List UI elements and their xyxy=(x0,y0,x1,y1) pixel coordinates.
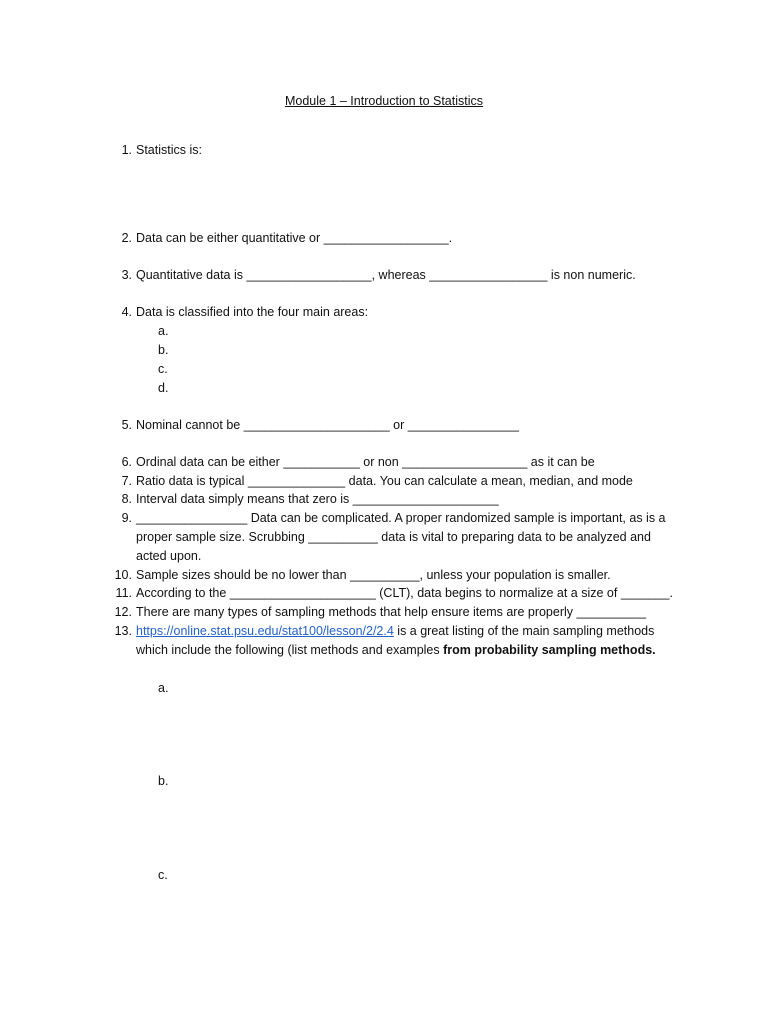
question-text: There are many types of sampling methods that help ensure items are properly __________ xyxy=(136,605,647,619)
question-text: Statistics is: xyxy=(136,143,202,157)
question-number: 4. xyxy=(121,305,132,319)
question-text-bold: from probability sampling methods. xyxy=(443,643,656,657)
sub-item-letter: d. xyxy=(158,381,169,395)
question-number: 5. xyxy=(121,418,132,432)
question-text: Data can be either quantitative or __________________. xyxy=(136,231,453,245)
question-number: 12. xyxy=(114,605,132,619)
question-text-continued: is a great listing of the main sampling methods which include the following (list methods and examples xyxy=(136,624,655,657)
question-number: 8. xyxy=(121,492,132,506)
sampling-methods-link[interactable]: https://online.stat.psu.edu/stat100/lesson/2/2.4 xyxy=(136,624,394,638)
question-number: 13. xyxy=(114,624,132,638)
question-text: Interval data simply means that zero is _____________________ xyxy=(136,492,499,506)
question-text: Nominal cannot be _____________________ or ________________ xyxy=(136,418,519,432)
document-title: Module 1 – Introduction to Statistics xyxy=(284,94,484,108)
question-text: Sample sizes should be no lower than __________, unless your population is smaller. xyxy=(136,568,611,582)
question-number: 9. xyxy=(121,511,132,525)
question-number: 6. xyxy=(121,455,132,469)
question-text: Ratio data is typical ______________ data. You can calculate a mean, median, and mode xyxy=(136,474,633,488)
question-text: Quantitative data is __________________, whereas _________________ is non numeric. xyxy=(136,268,636,282)
sub-item-letter: c. xyxy=(158,362,168,376)
question-text: Ordinal data can be either ___________ or non __________________ as it can be xyxy=(136,455,595,469)
question-text: ________________ Data can be complicated. A proper randomized sample is important, as is a proper sample size. Scrubbing __________ data is vital to preparing data to be analyzed and acted upon. xyxy=(136,511,666,563)
question-number: 1. xyxy=(121,143,132,157)
question-text: According to the _____________________ (CLT), data begins to normalize at a size of _______. xyxy=(136,586,673,600)
question-text: Data is classified into the four main areas: xyxy=(136,305,369,319)
sub-item-letter: c. xyxy=(158,868,168,882)
question-number: 10. xyxy=(114,568,132,582)
sub-item-letter: b. xyxy=(158,343,169,357)
question-number: 2. xyxy=(121,231,132,245)
sub-item-letter: b. xyxy=(158,774,169,788)
question-text xyxy=(136,622,684,660)
question-number: 7. xyxy=(121,474,132,488)
question-number: 3. xyxy=(121,268,132,282)
sub-item-letter: a. xyxy=(158,324,169,338)
question-number: 11. xyxy=(115,586,132,600)
sub-item-letter: a. xyxy=(158,681,169,695)
